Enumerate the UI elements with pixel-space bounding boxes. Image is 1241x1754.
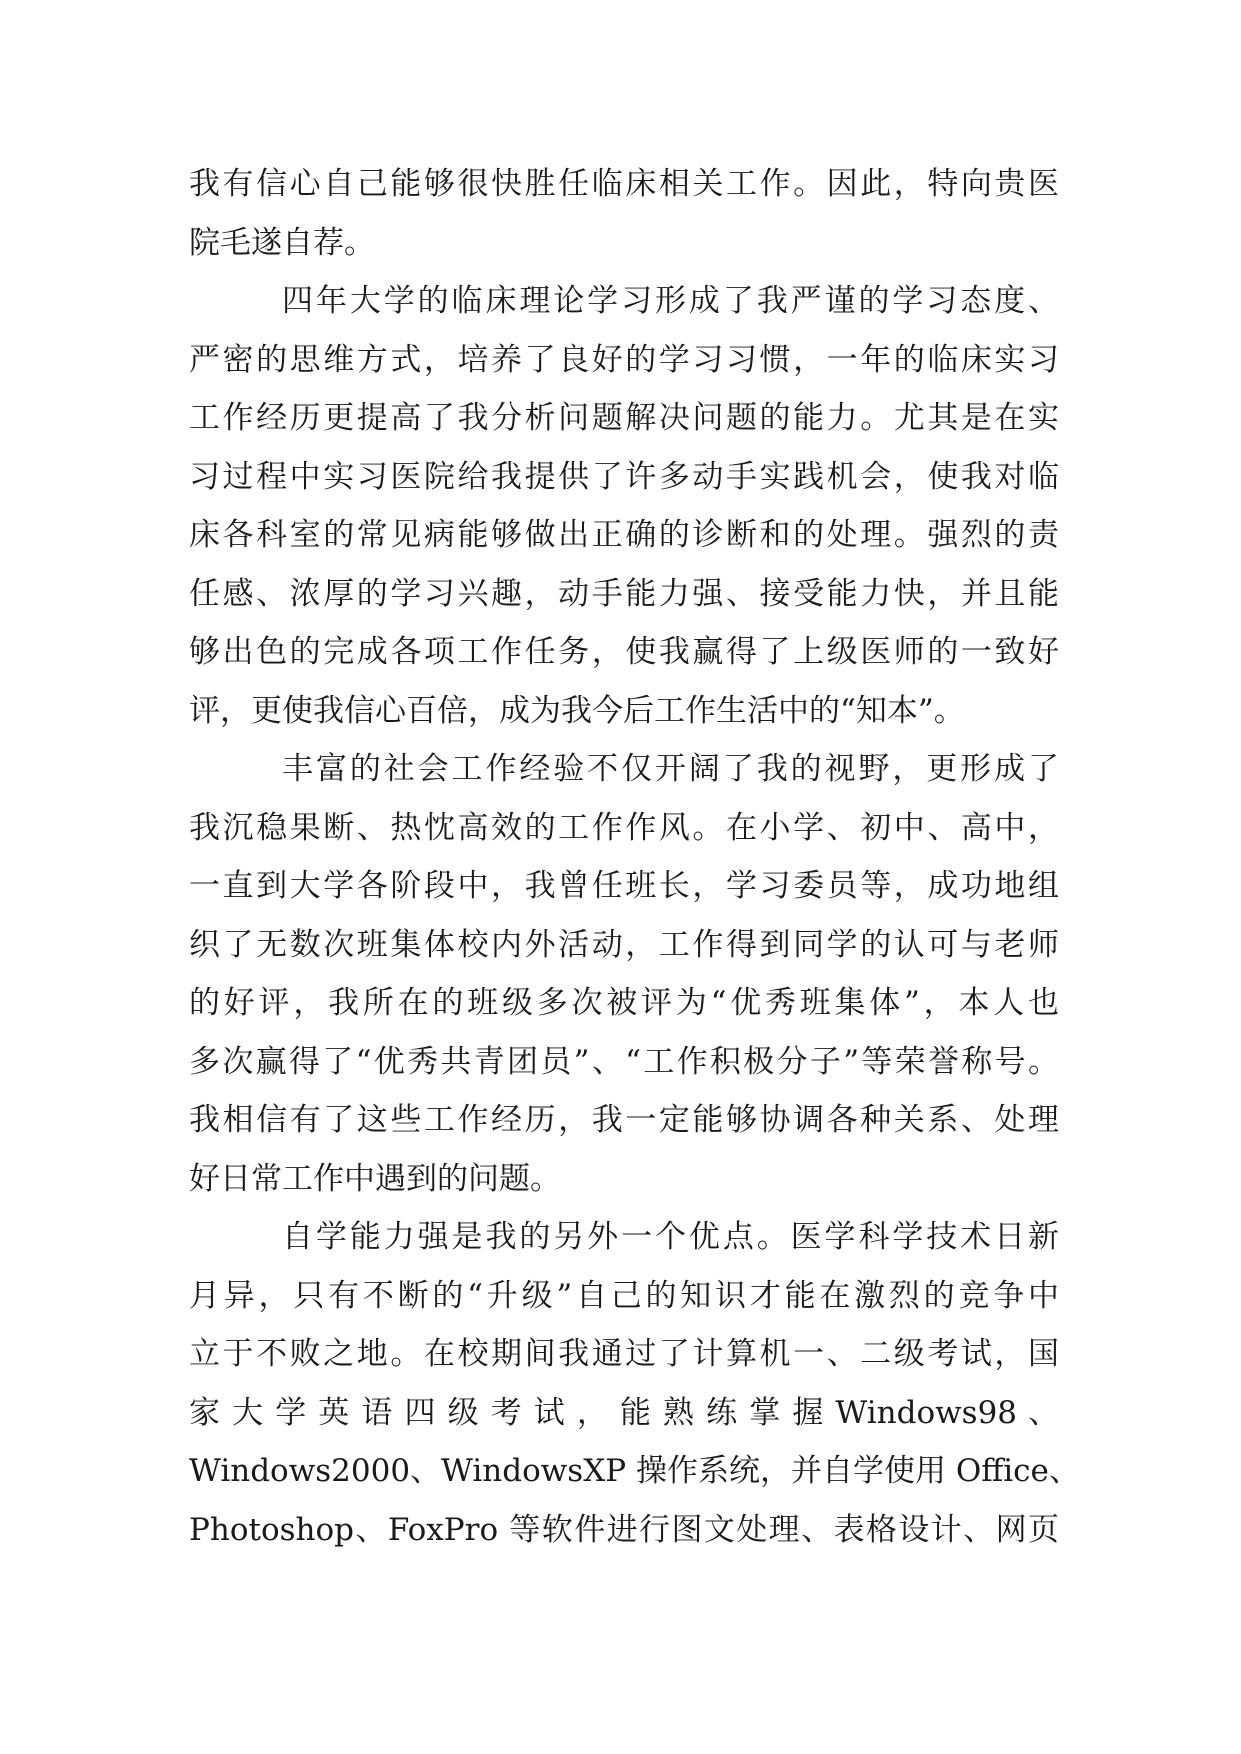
text-line: 月异，只有不断的“升级”自己的知识才能在激烈的竞争中: [189, 1277, 1059, 1314]
text-line: 评，更使我信心百倍，成为我今后工作生活中的“知本”。: [189, 692, 965, 729]
text-line: 我相信有了这些工作经历，我一定能够协调各种关系、处理: [189, 1102, 1059, 1138]
text-line: 多次赢得了“优秀共青团员”、“工作积极分子”等荣誉称号。: [189, 1043, 1059, 1080]
text-line: 任感、浓厚的学习兴趣，动手能力强、接受能力快，并且能: [189, 575, 1059, 612]
text-line: 院毛遂自荐。: [189, 224, 375, 261]
text-line: Windows2000、WindowsXP 操作系统，并自学使用 Office、: [189, 1453, 1080, 1489]
text-line: 工作经历更提高了我分析问题解决问题的能力。尤其是在实: [189, 400, 1059, 436]
text-line: 够出色的完成各项工作任务，使我赢得了上级医师的一致好: [189, 634, 1059, 670]
text-line: 严密的思维方式，培养了良好的学习习惯，一年的临床实习: [189, 341, 1059, 378]
text-line: 立于不败之地。在校期间我通过了计算机一、二级考试，国: [189, 1336, 1059, 1372]
text-line: 织了无数次班集体校内外活动，工作得到同学的认可与老师: [189, 926, 1059, 963]
paragraph-first-line: 自学能力强是我的另外一个优点。医学科学技术日新: [282, 1219, 1059, 1255]
text-line: 好日常工作中遇到的问题。: [189, 1160, 561, 1197]
paragraph-first-line: 丰富的社会工作经验不仅开阔了我的视野，更形成了: [282, 751, 1059, 787]
text-line: 我有信心自己能够很快胜任临床相关工作。因此，特向贵医: [189, 166, 1059, 202]
paragraph-first-line: 四年大学的临床理论学习形成了我严谨的学习态度、: [282, 283, 1059, 319]
text-line: 家 大 学 英 语 四 级 考 试 ， 能 熟 练 掌 握 Windows98 、: [189, 1394, 1059, 1431]
text-line: 的好评，我所在的班级多次被评为“优秀班集体”，本人也: [189, 985, 1059, 1021]
text-line: 一直到大学各阶段中，我曾任班长，学习委员等，成功地组: [189, 868, 1059, 904]
text-line: Photoshop、FoxPro 等软件进行图文处理、表格设计、网页: [189, 1511, 1059, 1548]
text-line: 我沉稳果断、热忱高效的工作作风。在小学、初中、高中，: [189, 809, 1059, 846]
body-text: [189, 155, 1080, 1559]
text-line: 习过程中实习医院给我提供了许多动手实践机会，使我对临: [189, 458, 1059, 495]
text-line: 床各科室的常见病能够做出正确的诊断和的处理。强烈的责: [189, 517, 1059, 553]
